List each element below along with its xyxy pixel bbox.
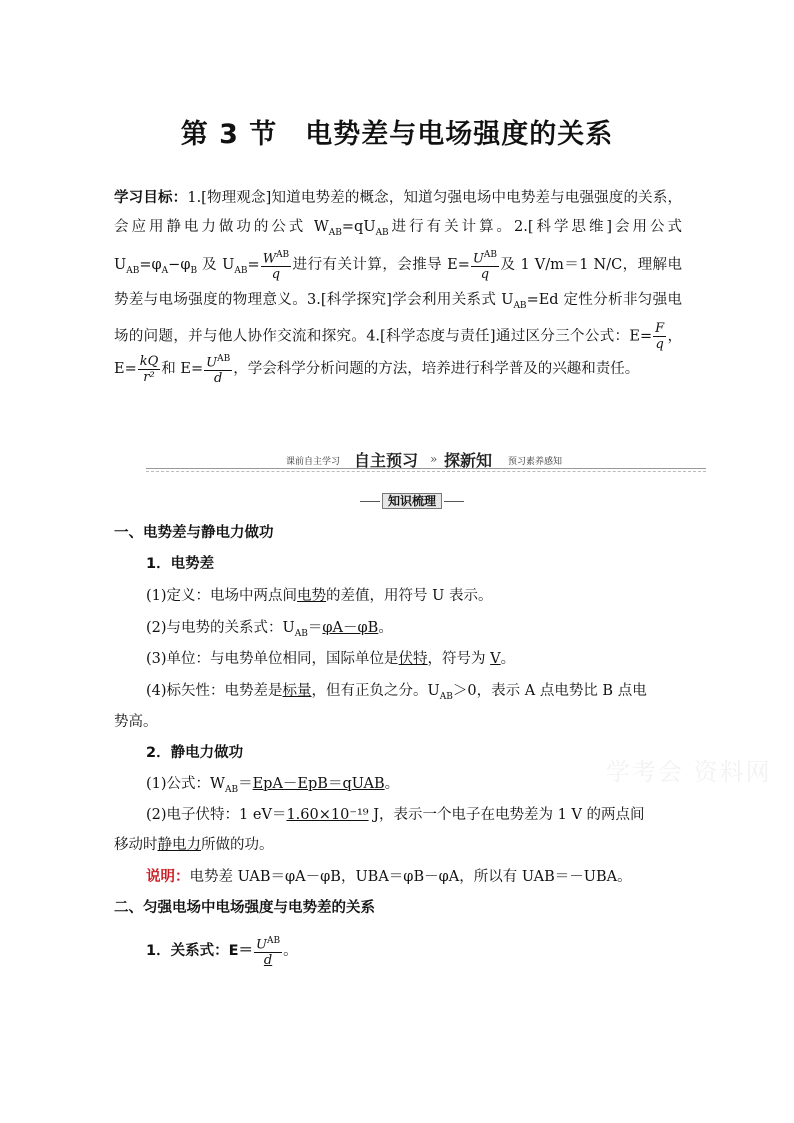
scalar-line: (4)标矢性：电势差是标量，但有正负之分。$U_{AB}>0$，表示 A 点电势比 B 点电 <box>146 683 647 702</box>
section1-heading: 一、电势差与静电力做功 <box>114 525 274 541</box>
relation-line: (2)与电势的关系式：$U_{AB}=\varphi A-\varphi B$。 <box>146 620 393 639</box>
knowledge-tag: 知识梳理 <box>360 493 464 509</box>
section2-heading: 二、匀强电场中电场强度与电势差的关系 <box>114 900 375 916</box>
electron-volt-wrap: 移动时静电力所做的功。 <box>114 837 274 853</box>
learning-objectives: 学习目标：1.[物理观念]知道电势差的概念，知道匀强电场中电势差与电强强度的关系，会应用静电力做功的公式 $W_{AB}=qU_{AB}$进行有关计算。2.[科学思维]会用公式 $U_{AB}=\varphi_A-\varphi_B$ 及 $U_{AB}=$ $\frac{W^{AB}}{q}$ 进行有关计算，会推导 E= $\frac{U^{AB}}{q}$ 及 1 V/m＝1 N/C，理解电势差与电场强度的物理意义。3.[科学探究]学会利用关系式 $U_{AB}=Ed$ 定性分析非匀强电场的问题，并与他人协作交流和探究。4.[科学态度与责任]通过区分三个公式：E= $\frac{F}{q}$ ，E= $\frac{kQ}{\text{r²}}$ 和 E= $\frac{U^{AB}}{d}$ ，学会科学分析问题的方法，培养进行科学普及的兴趣和责任。 <box>114 190 682 387</box>
fraction-w-over-q: $\frac{W^{AB}}{q}$ <box>262 249 290 283</box>
banner-left-text: 课前自主学习 <box>286 457 341 467</box>
fraction-f-over-q: $\frac{F}{q}$ <box>655 320 665 352</box>
objectives-label: 学习目标： <box>114 190 188 206</box>
formula-line: (1)公式：$W_{AB}=EpA-EpB=qUAB$。 <box>146 776 400 795</box>
note-line: 说明：电势差 UAB＝φA－φB，UBA＝φB－φA，所以有 UAB＝－UBA。 <box>146 869 632 885</box>
fraction-u-over-d: $\frac{U^{AB}}{d}$ <box>206 353 231 387</box>
note-label: 说明： <box>146 869 190 885</box>
watermark: 学考会 资料网 <box>606 758 772 786</box>
scalar-line-wrap: 势高。 <box>114 714 158 730</box>
unit-line: (3)单位：与电势单位相同，国际单位是伏特，符号为 V。 <box>146 651 516 667</box>
banner-right-text: 预习素养感知 <box>508 457 563 467</box>
item-potential-difference: 1．电势差 <box>146 556 215 572</box>
fraction-kq-over-r2: $\frac{kQ}{\text{r²}}$ <box>139 353 159 385</box>
banner-main-2: 探新知 <box>444 451 493 470</box>
fraction-u-over-q: $\frac{U^{AB}}{q}$ <box>472 249 498 283</box>
page-title: 第 3 节 电势差与电场强度的关系 <box>180 119 614 150</box>
relation-formula-line: 1．关系式：E＝ $\frac{U^{AB}}{d}$ 。 <box>146 936 298 969</box>
fraction-u-over-d-answer: $\frac{U^{AB}}{d}$ <box>256 936 281 969</box>
section-banner <box>146 450 706 474</box>
chevron-right-icon: » <box>430 452 438 466</box>
electron-volt-line: (2)电子伏特：1 eV＝1.60×10⁻¹⁹ J，表示一个电子在电势差为 1 V 的两点间 <box>146 807 645 823</box>
banner-main-1: 自主预习 <box>354 451 419 470</box>
definition-line: (1)定义：电场中两点间电势的差值，用符号 U 表示。 <box>146 588 493 604</box>
item-electric-work: 2．静电力做功 <box>146 745 244 761</box>
